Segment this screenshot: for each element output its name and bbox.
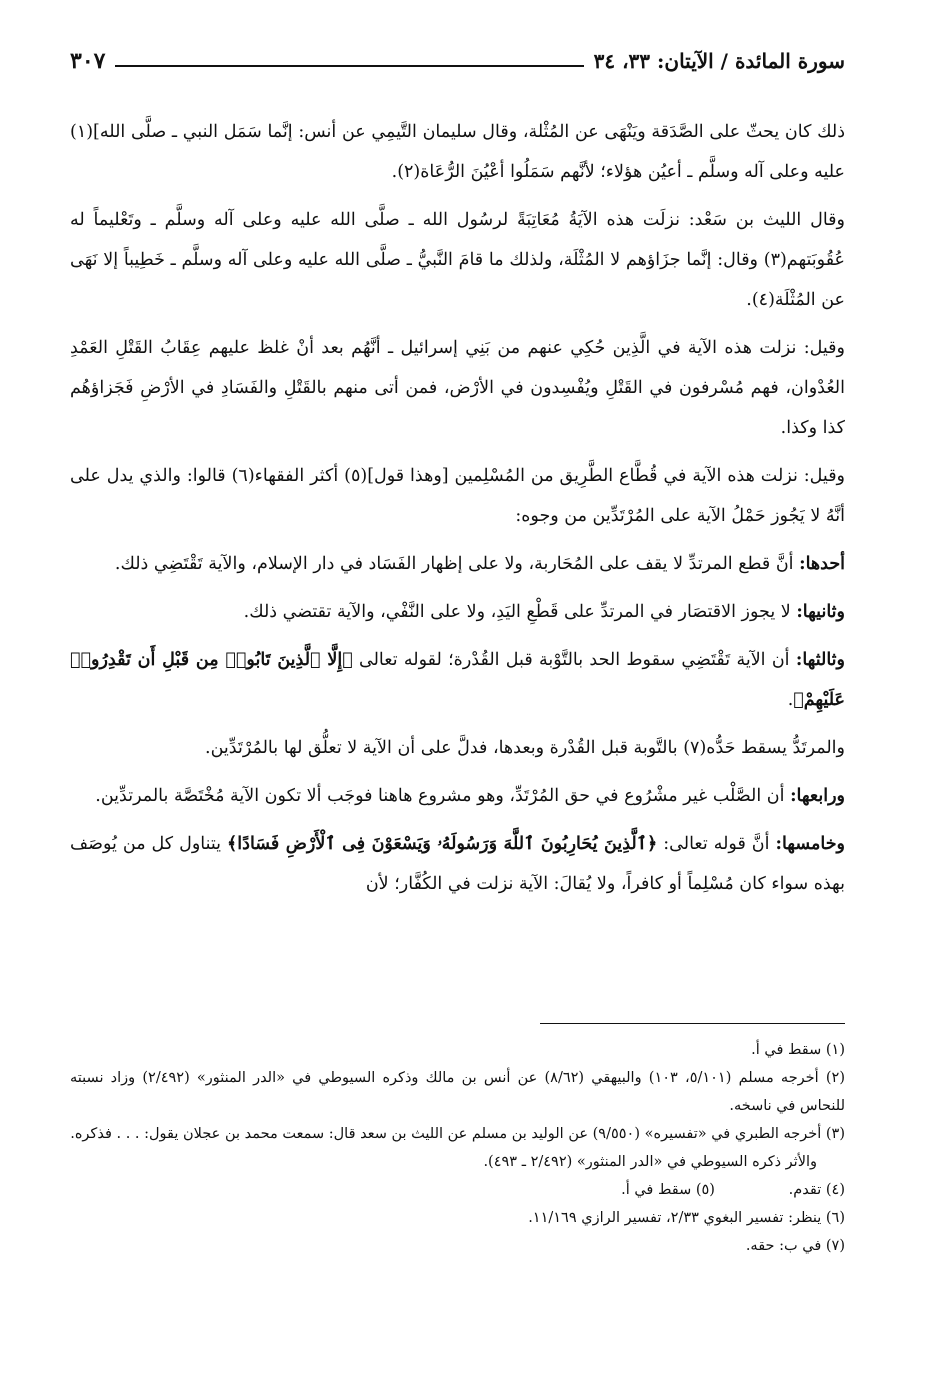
- paragraph-text: وقيل: نزلت هذه الآية في قُطَّاع الطَّرِيق من المُسْلِمين [وهذا قول](٥) أكثر الفقهاء(٦) قالوا: والذي يدل على أنَّهُ لا يَجُوز حَمْلُ الآية على المُرْتَدِّين من وجوه:: [70, 466, 846, 526]
- paragraph-lead: وثالثها:: [795, 650, 845, 670]
- paragraph-text: وقال الليث بن سَعْد: نزلَت هذه الآيَةُ مُعَاتِبَةً لرسُول الله ـ صلَّى الله عليه وعلى آله وسلَّم ـ وتَعْليماً له عُقُوبَتهم(٣) وقال: إنَّما جزَاؤهم لا المُثْلَة، ولذلك ما قامَ النَّبيُّ ـ صلَّى الله عليه وعلى آله وسلَّم ـ خَطِيباً إلا نَهَى عن المُثْلَة(٤).: [70, 210, 845, 310]
- footnote: (٢) أخرجه مسلم (٥/١٠١، ١٠٣) والبيهقي (٨/٦٢) عن أنس بن مالك وذكره السيوطي في «الدر المنثور» (٢/٤٩٢) وزاد نسبته للنحاس في ناسخه.: [70, 1070, 845, 1114]
- footnote: (٦) ينظر: تفسير البغوي ٢/٣٣، تفسير الرازي ١١/١٦٩.: [528, 1210, 845, 1226]
- page-number: ٣٠٧: [70, 48, 106, 74]
- paragraph-text: أنَّ قوله تعالى:: [663, 834, 770, 854]
- paragraph: [70, 112, 845, 192]
- paragraph: [70, 456, 845, 536]
- paragraph: [70, 592, 845, 632]
- paragraph: [70, 776, 845, 816]
- paragraph-lead: وخامسها:: [775, 834, 845, 854]
- running-title: سورة المائدة / الآيتان: ٣٣، ٣٤: [593, 49, 845, 73]
- paragraph-text: ذلك كان يحثّ على الصَّدَقة ويَنْهَى عن المُثْلة، وقال سليمان التَّيمِي عن أنس: إنَّما سَمَل النبي ـ صلَّى الله](١) عليه وعلى آله وسلَّم ـ أعيُن هؤلاء؛ لأنَّهم سَمَلُوا أعْيُنَ الرُّعَاة(٢).: [70, 122, 845, 182]
- paragraph: [70, 824, 845, 904]
- footnote: (١) سقط في أ.: [751, 1042, 845, 1058]
- paragraph: [70, 200, 845, 320]
- paragraph: [70, 544, 845, 584]
- paragraph-text: لا يجوز الاقتصَار في المرتدِّ على قَطْعِ اليَدِ، ولا على النَّفْي، والآية تقتضي ذلك.: [243, 602, 791, 622]
- paragraph-text: أنَّ قطع المرتدِّ لا يقف على المُحَاربة، ولا على إظهار الفَسَاد في دار الإسلام، والآية تَقْتَضِي ذلك.: [114, 554, 794, 574]
- paragraph: [70, 328, 845, 448]
- footnote: (٤) تقدم. (٥) سقط في أ.: [621, 1182, 845, 1198]
- paragraph-lead: ورابعها:: [790, 786, 845, 806]
- paragraph-lead: أحدها:: [799, 554, 845, 574]
- footnote: (٧) في ب: حقه.: [745, 1238, 845, 1254]
- paragraph-text: والمرتَدُّ يسقط حَدُّه(٧) بالتَّوبة قبل القُدْرة وبعدها، فدلَّ على أن الآية لا تعلُّق لها بالمُرْتَدِّين.: [205, 738, 845, 758]
- page-header: [70, 44, 845, 78]
- footnote: (٣) أخرجه الطبري في «تفسيره» (٩/٥٥٠) عن الوليد بن مسلم عن الليث بن سعد قال: سمعت محمد بن عجلان يقول: . . . فذكره.: [70, 1126, 845, 1142]
- footnote-separator: [540, 1023, 845, 1024]
- paragraph-text: أن الصَّلْب غير مشْرُوع في حق المُرْتَدِّ، وهو مشروع هاهنا فوجَب ألا تكون الآية مُخْتَصَّة بالمرتدِّين.: [95, 786, 785, 806]
- header-rule: [115, 65, 583, 67]
- paragraph-tail: .: [787, 690, 794, 710]
- footnotes: [70, 1036, 845, 1260]
- footnote: والأثر ذكره السيوطي في «الدر المنثور» (٢/٤٩٢ ـ ٤٩٣).: [483, 1154, 817, 1170]
- quran-quote: ﴿ٱلَّذِينَ يُحَارِبُونَ ٱللَّهَ وَرَسُولَهُۥ وَيَسْعَوْنَ فِى ٱلْأَرْضِ فَسَادًا﴾: [227, 834, 658, 854]
- paragraph: [70, 640, 845, 720]
- paragraph: [70, 728, 845, 768]
- main-text: [70, 112, 845, 912]
- paragraph-text: أن الآية تَقْتَضِي سقوط الحد بالتَّوْبة قبل القُدْرة؛ لقوله تعالى: [359, 650, 790, 670]
- quran-quote: ﴿إِلَّا ٱلَّذِينَ تَابُوا۟ مِن قَبْلِ أَن تَقْدِرُوا۟ عَلَيْهِمْ﴾: [70, 650, 845, 710]
- paragraph-text: وقيل: نزلت هذه الآية في الَّذِين حُكِي عنهم من بَنِي إسرائيل ـ أنَّهُم بعد أنْ غلظ عليهم عِقَابُ القَتْلِ العَمْدِ العُدْوان، فهم مُسْرفون في القَتْلِ ويُفْسِدون في الأرْض، فمن أتى منهم بالقَتْلِ والفَسَادِ في الأرْضِ فَجَزاؤهُم كذا وكذا.: [70, 338, 845, 438]
- paragraph-lead: وثانيها:: [796, 602, 845, 622]
- paragraph-tail: يتناول كل من يُوصَف بهذه سواء كان مُسْلِماً أو كافراً، ولا يُقالَ: الآية نزلت في الكُفَّار؛ لأن: [70, 834, 845, 894]
